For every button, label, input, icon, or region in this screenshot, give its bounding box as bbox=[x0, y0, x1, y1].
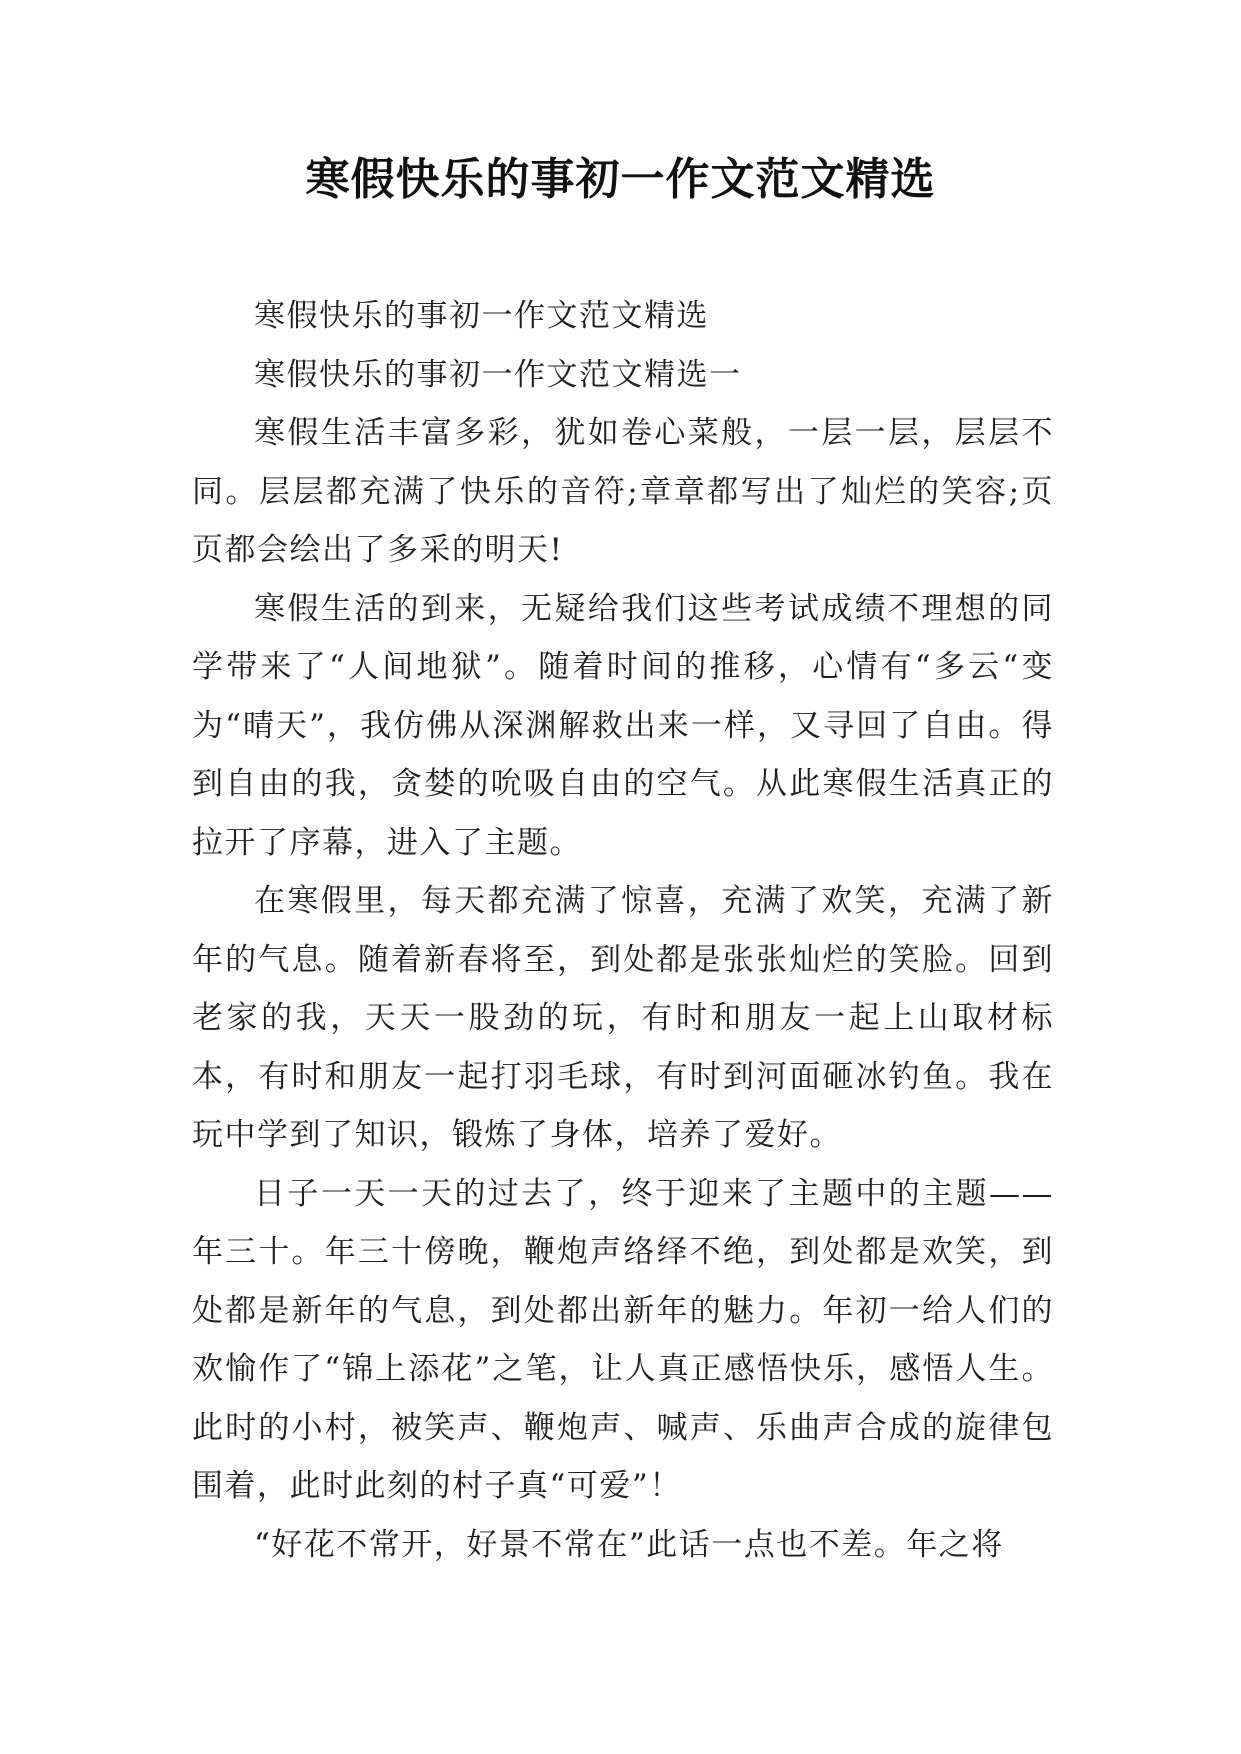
document-title: 寒假快乐的事初一作文范文精选 bbox=[305, 154, 936, 205]
paragraph: 寒假生活的到来，无疑给我们这些考试成绩不理想的同学带来了“人间地狱”。随着时间的推移，心情有“多云“变为“晴天”，我仿佛从深渊解救出来一样，又寻回了自由。得到自由的我，贪婪的吮吸自由的空气。从此寒假生活真正的拉开了序幕，进入了主题。 bbox=[192, 590, 1054, 861]
paragraph-section-heading: 寒假快乐的事初一作文范文精选一 bbox=[254, 356, 742, 393]
paragraph: 寒假生活丰富多彩，犹如卷心菜般，一层一层，层层不同。层层都充满了快乐的音符;章章都写出了灿烂的笑容;页页都会绘出了多采的明天! bbox=[192, 415, 1054, 568]
paragraph: 日子一天一天的过去了，终于迎来了主题中的主题——年三十。年三十傍晚，鞭炮声络绎不绝，到处都是欢笑，到处都是新年的气息，到处都出新年的魅力。年初一给人们的欢愉作了“锦上添花”之笔，让人真正感悟快乐，感悟人生。此时的小村，被笑声、鞭炮声、喊声、乐曲声合成的旋律包围着，此时此刻的村子真“可爱”！ bbox=[192, 1175, 1054, 1504]
paragraph: 在寒假里，每天都充满了惊喜，充满了欢笑，充满了新年的气息。随着新春将至，到处都是张张灿烂的笑脸。回到老家的我，天天一股劲的玩，有时和朋友一起上山取材标本，有时和朋友一起打羽毛球，有时到河面砸冰钓鱼。我在玩中学到了知识，锻炼了身体，培养了爱好。 bbox=[192, 883, 1054, 1153]
paragraph-subtitle: 寒假快乐的事初一作文范文精选 bbox=[254, 298, 709, 334]
document-body bbox=[192, 287, 1054, 1574]
paragraph: “好花不常开，好景不常在”此话一点也不差。年之将 bbox=[254, 1526, 1004, 1563]
